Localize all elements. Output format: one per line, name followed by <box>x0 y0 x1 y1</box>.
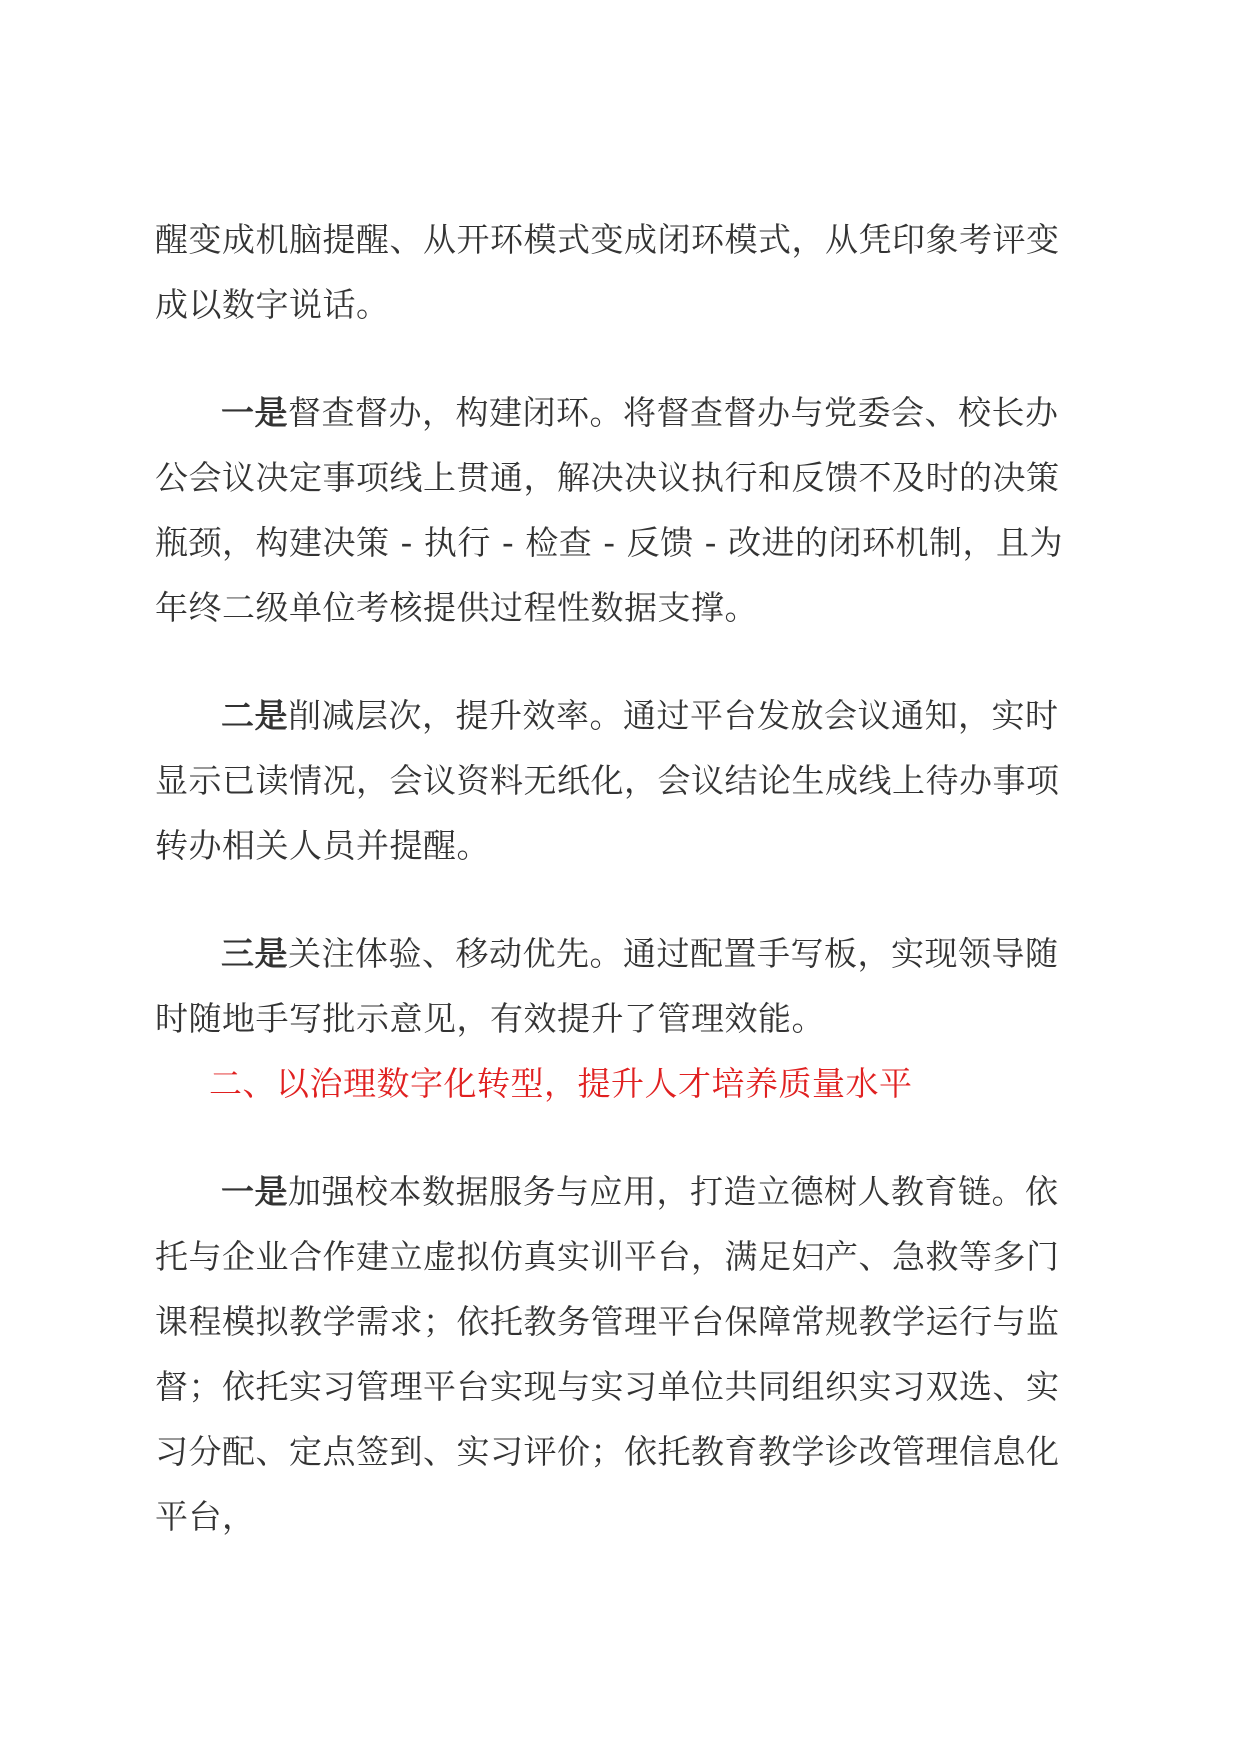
paragraph-lead: 三是 <box>221 934 288 973</box>
paragraph-text: 督查督办，构建闭环。将督查督办与党委会、校长办公会议决定事项线上贯通，解决决议执行和反馈不及时的决策瓶颈，构建决策 - 执行 - 检查 - 反馈 - 改进的闭环机制，且为年终二级单位考核提供过程性数据支撑。 <box>155 393 1064 627</box>
paragraph-point-2 <box>155 683 1085 878</box>
paragraph-text: 关注体验、移动优先。通过配置手写板，实现领导随时随地手写批示意见，有效提升了管理效能。 <box>155 934 1059 1038</box>
paragraph-section-point-1 <box>155 1159 1085 1549</box>
paragraph-lead: 二是 <box>221 696 288 735</box>
paragraph-point-3 <box>155 921 1085 1051</box>
paragraph-point-1 <box>155 380 1085 640</box>
document-page <box>155 207 1085 1549</box>
paragraph-lead: 一是 <box>221 393 288 432</box>
paragraph-text: 削减层次，提升效率。通过平台发放会议通知，实时显示已读情况，会议资料无纸化，会议结论生成线上待办事项转办相关人员并提醒。 <box>155 696 1060 865</box>
paragraph-text: 加强校本数据服务与应用，打造立德树人教育链。依托与企业合作建立虚拟仿真实训平台，满足妇产、急救等多门课程模拟教学需求；依托教务管理平台保障常规教学运行与监督；依托实习管理平台实现与实习单位共同组织实习双选、实习分配、定点签到、实习评价；依托教育教学诊改管理信息化平台， <box>155 1172 1060 1536</box>
paragraph-lead: 一是 <box>221 1172 288 1211</box>
paragraph-text: 醒变成机脑提醒、从开环模式变成闭环模式，从凭印象考评变成以数字说话。 <box>155 220 1060 324</box>
paragraph-continuation <box>155 207 1085 337</box>
section-heading: 二、以治理数字化转型，提升人才培养质量水平 <box>209 1064 913 1103</box>
